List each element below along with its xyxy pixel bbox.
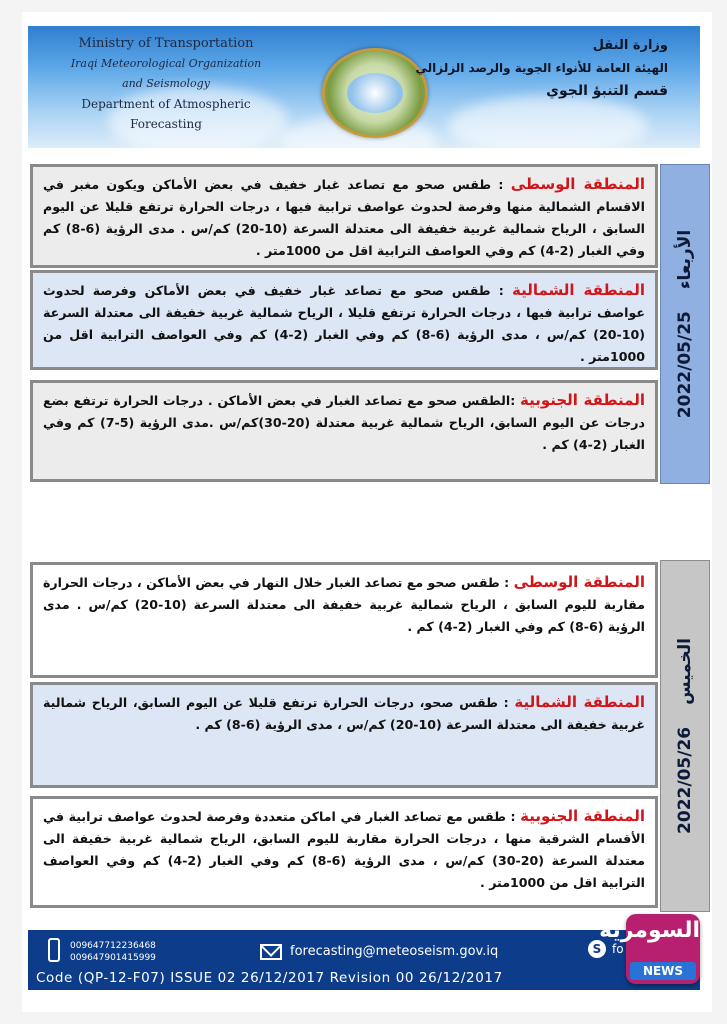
- region-name: المنطقة الشمالية: [514, 693, 645, 711]
- watermark-latin: NEWS: [630, 962, 696, 980]
- region-central-day2: [30, 562, 658, 678]
- region-south-day1: [30, 380, 658, 482]
- organization-name-ar: الهيئة العامة للأنواء الجوية والرصد الزلزالي: [415, 61, 668, 75]
- region-name: المنطقة الجنوبية: [519, 391, 645, 409]
- ministry-name-ar: وزارة النقل: [592, 38, 668, 53]
- skype-icon: S: [588, 940, 606, 958]
- region-central-day1: [30, 164, 658, 268]
- organization-name-en: Iraqi Meteorological Organization and Seismology: [70, 57, 262, 90]
- ministry-name-en: Ministry of Transportation: [78, 36, 254, 51]
- email-address[interactable]: forecasting@meteoseism.gov.iq: [290, 944, 499, 959]
- region-name: المنطقة الوسطى: [513, 573, 645, 591]
- phone-number: 009647901415999: [70, 953, 156, 963]
- organization-logo-icon: [322, 48, 428, 138]
- day-date: 2022/05/26: [675, 726, 695, 834]
- phone-numbers: [70, 940, 156, 964]
- ministry-arabic: [416, 34, 668, 103]
- document-code: Code (QP-12-F07) ISSUE 02 26/12/2017 Revision 00 26/12/2017: [36, 970, 503, 986]
- region-north-day1: [30, 270, 658, 370]
- phone-number: 009647712236468: [70, 941, 156, 951]
- region-text: : طقس صحو مع تصاعد غبار خفيف في بعض الأماكن وفرصة لحدوث عواصف ترابية فيها ، درجات الحرارة ترتفع قليلا ، الرياح شمالية غربية خفيفة الى معتدلة السرعة (10-20) كم/س ، مدى الرؤية (6-8) كم وفي الغبار (2-4) كم وفي العواصف الترابية اقل من 1000متر .: [43, 283, 645, 364]
- phone-icon: [48, 938, 60, 962]
- region-text: : طقس صحو مع تصاعد الغبار خلال النهار في بعض الأماكن ، درجات الحرارة مقاربة لليوم السابق ، الرياح شمالية غربية خفيفة الى معتدلة السرعة (10-20) كم/س . مدى الرؤية (6-8) كم وفي الغبار (2-4) كم .: [43, 575, 645, 634]
- region-text: : طقس مع تصاعد الغبار في اماكن متعددة وفرصة لحدوث عواصف ترابية في الأقسام الشرقية منها ، درجات الحرارة مقاربة لليوم السابق، الرياح شمالية غربية خفيفة الى معتدلة السرعة (20-30) كم/س ، مدى الرؤية (6-8) كم وفي الغبار (2-4) كم وفي العواصف الترابية اقل من 1000متر .: [43, 809, 645, 890]
- region-name: المنطقة الوسطى: [510, 175, 645, 193]
- day-strip-wednesday: [660, 164, 710, 484]
- region-name: المنطقة الشمالية: [511, 281, 646, 299]
- region-north-day2: [30, 682, 658, 788]
- day-name: الأربعاء: [675, 229, 695, 290]
- region-name: المنطقة الجنوبية: [520, 807, 645, 825]
- region-south-day2: [30, 796, 658, 908]
- region-text: : طقس صحو، درجات الحرارة ترتفع قليلا عن اليوم السابق، الرياح شمالية غربية خفيفة الى معتدلة السرعة (10-20) كم/س ، مدى الرؤية (6-8) كم .: [43, 695, 645, 732]
- day-name: الخميس: [675, 638, 695, 705]
- region-text: : طقس صحو مع تصاعد غبار خفيف في بعض الأماكن ويكون مغبر في الاقسام الشمالية منها وفرصة لحدوث عواصف ترابية فيها ، درجات الحرارة ترتفع قليلا عن اليوم السابق ، الرياح شمالية غربية خفيفة الى معتدلة السرعة (10-20) كم/س . مدى الرؤية (6-8) كم وفي الغبار (2-4) كم وفي العواصف الترابية اقل من 1000متر .: [43, 177, 645, 258]
- day-date: 2022/05/25: [675, 311, 695, 419]
- skype-handle: fo: [612, 942, 624, 956]
- watermark-arabic: السومرية: [599, 918, 700, 943]
- header-banner: [28, 26, 700, 148]
- department-name-en: Department of Atmospheric Forecasting: [81, 97, 251, 131]
- mail-icon: [260, 944, 282, 960]
- region-text: :الطقس صحو مع تصاعد الغبار في بعض الأماكن . درجات الحرارة ترتفع بضع درجات عن اليوم السابق، الرياح شمالية غربية معتدلة (20-30)كم/س .مدى الرؤية (5-7) كم وفي الغبار (2-4) كم .: [43, 393, 645, 452]
- department-name-ar: قسم التنبؤ الجوي: [546, 83, 668, 99]
- ministry-english: [66, 34, 266, 134]
- day-strip-thursday: [660, 560, 710, 912]
